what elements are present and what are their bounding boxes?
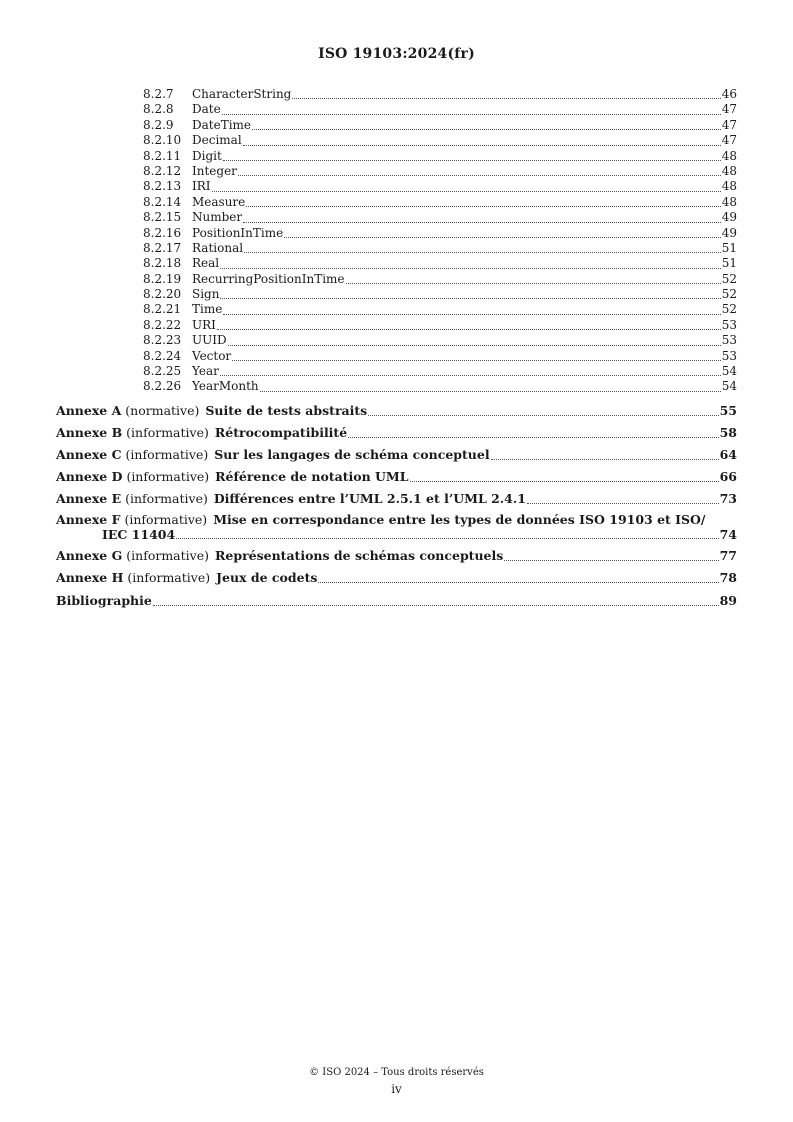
entry-page: 52 [721, 302, 737, 317]
entry-title: Vector [192, 348, 232, 363]
entry-title: Decimal [192, 133, 242, 148]
entry-title: Real [192, 256, 220, 271]
copyright-notice: © ISO 2024 – Tous droits réservés [309, 1067, 484, 1078]
annex-kind: (informative) [127, 570, 211, 586]
entry-page: 48 [721, 194, 737, 209]
entry-title: UUID [192, 333, 227, 348]
entry-title: IRI [192, 179, 211, 194]
entry-title: CharacterString [192, 87, 292, 101]
annex-title: Différences entre l’UML 2.5.1 et l’UML 2.4.1 [213, 491, 526, 507]
entry-title: Measure [192, 194, 246, 209]
dot-leader [348, 437, 718, 438]
annex-title: Représentations de schémas conceptuels [214, 548, 504, 564]
entry-page: 54 [721, 364, 737, 379]
entry-page: 51 [721, 256, 737, 271]
dot-leader [217, 329, 721, 330]
entry-number: 8.2.18 [143, 256, 182, 271]
annex-page: 77 [719, 548, 737, 564]
toc-entry[interactable] [56, 364, 737, 379]
dot-leader [244, 252, 721, 253]
toc-entry[interactable] [56, 256, 737, 271]
entry-number: 8.2.24 [143, 348, 182, 363]
entry-page: 49 [721, 225, 737, 240]
dot-leader [222, 114, 721, 115]
entry-page: 53 [721, 317, 737, 332]
annex-page: 64 [719, 447, 737, 462]
toc-entry[interactable] [56, 195, 737, 210]
annex-kind: (informative) [126, 548, 209, 564]
entry-page: 51 [721, 240, 737, 255]
annex-kind: (informative) [125, 447, 209, 462]
annex-label: Annexe A [56, 402, 122, 418]
annex-title-continued: IEC 11404 [102, 526, 176, 542]
dot-leader [243, 145, 721, 146]
entry-page: 48 [721, 148, 737, 163]
entry-number: 8.2.20 [143, 287, 182, 302]
dot-leader [220, 375, 721, 376]
entry-number: 8.2.21 [143, 302, 182, 317]
entry-page: 47 [721, 133, 737, 148]
toc-entry[interactable] [56, 87, 737, 102]
toc-entry[interactable] [56, 379, 737, 394]
entry-number: 8.2.23 [143, 333, 182, 348]
toc-entry[interactable] [56, 179, 737, 194]
toc-annex-b[interactable] [56, 425, 737, 441]
dot-leader [153, 605, 719, 606]
entry-title: Year [192, 364, 219, 379]
dot-leader [176, 538, 718, 539]
toc-entry[interactable] [56, 210, 737, 225]
dot-leader [243, 222, 721, 223]
dot-leader [292, 98, 720, 99]
dot-leader [220, 298, 720, 299]
annex-label: Annexe B [56, 424, 123, 440]
entry-title: Time [192, 302, 223, 317]
page-footer [0, 1066, 793, 1098]
toc-entry[interactable] [56, 318, 737, 333]
toc-entry[interactable] [56, 287, 737, 302]
entry-number: 8.2.16 [143, 225, 182, 240]
annex-label: Annexe G [56, 548, 123, 564]
toc-entry[interactable] [56, 302, 737, 317]
entry-page: 54 [721, 379, 737, 394]
annex-label: Annexe H [56, 570, 124, 586]
bibliography-title: Bibliographie [56, 592, 152, 608]
toc-entry[interactable] [56, 272, 737, 287]
entry-number: 8.2.26 [143, 379, 182, 394]
toc-entry[interactable] [56, 164, 737, 179]
dot-leader [252, 129, 721, 130]
entry-page: 48 [721, 179, 737, 194]
toc-entry[interactable] [56, 102, 737, 117]
toc-entry[interactable] [56, 349, 737, 364]
entry-number: 8.2.17 [143, 240, 182, 255]
toc-annex-g[interactable] [56, 548, 737, 564]
toc-annex-a[interactable] [56, 403, 737, 419]
annex-kind: (informative) [126, 469, 210, 485]
toc-annex-f[interactable] [56, 513, 737, 542]
annex-kind: (informative) [124, 512, 208, 528]
entry-title: RecurringPositionInTime [192, 271, 345, 286]
entry-title: DateTime [192, 117, 252, 132]
entry-number: 8.2.14 [143, 194, 182, 209]
dot-leader [260, 391, 721, 392]
annex-label: Annexe E [56, 491, 122, 507]
dot-leader [318, 582, 718, 583]
entry-page: 48 [721, 163, 737, 178]
annex-page: 74 [719, 526, 737, 542]
entry-page: 53 [721, 348, 737, 363]
toc-entry[interactable] [56, 118, 737, 133]
dot-leader [220, 268, 721, 269]
entry-page: 47 [721, 117, 737, 132]
dot-leader [368, 415, 718, 416]
toc-entry[interactable] [56, 149, 737, 164]
entry-title: Integer [192, 163, 237, 178]
toc-annex-e[interactable] [56, 491, 737, 507]
annex-page: 55 [719, 402, 737, 418]
annex-title: Référence de notation UML [215, 469, 409, 485]
toc-entry[interactable] [56, 133, 737, 148]
entry-title: Rational [192, 240, 244, 255]
entry-page: 53 [721, 333, 737, 348]
table-of-contents [56, 87, 737, 609]
entry-number: 8.2.8 [143, 102, 174, 117]
dot-leader [228, 345, 721, 346]
annex-title: Sur les langages de schéma conceptuel [214, 447, 490, 462]
bibliography-page: 89 [719, 592, 737, 608]
annex-kind: (informative) [125, 491, 208, 507]
entry-number: 8.2.11 [143, 148, 182, 163]
toc-entry[interactable] [56, 333, 737, 348]
entry-number: 8.2.10 [143, 133, 182, 148]
annex-page: 78 [719, 570, 737, 586]
dot-leader [284, 237, 721, 238]
entry-number: 8.2.25 [143, 364, 182, 379]
annex-kind: (informative) [126, 424, 209, 440]
dot-leader [527, 503, 719, 504]
dot-leader [238, 175, 721, 176]
annex-title: Suite de tests abstraits [205, 402, 368, 418]
toc-entry[interactable] [56, 241, 737, 256]
entry-page: 52 [721, 287, 737, 302]
entry-title: Sign [192, 287, 220, 302]
entry-page: 47 [721, 102, 737, 117]
document-header: ISO 19103:2024(fr) [318, 46, 475, 62]
annex-title: Jeux de codets [216, 570, 318, 586]
entry-title: Number [192, 210, 243, 225]
toc-annex-h[interactable] [56, 570, 737, 586]
dot-leader [212, 191, 721, 192]
entry-number: 8.2.13 [143, 179, 182, 194]
annex-page: 73 [719, 491, 737, 507]
entry-title: URI [192, 317, 216, 332]
toc-annex-d[interactable] [56, 469, 737, 485]
annex-label: Annexe D [56, 469, 123, 485]
entry-number: 8.2.9 [143, 117, 174, 132]
dot-leader [232, 360, 721, 361]
entry-title: PositionInTime [192, 225, 284, 240]
toc-annex-c[interactable] [56, 447, 737, 463]
dot-leader [223, 160, 721, 161]
entry-number: 8.2.7 [143, 87, 174, 101]
annex-f-line2 [56, 528, 737, 543]
entry-number: 8.2.22 [143, 317, 182, 332]
entry-page: 49 [721, 210, 737, 225]
entry-title: Date [192, 102, 221, 117]
annex-title: Mise en correspondance entre les types de données ISO 19103 et ISO/ [213, 512, 706, 528]
annex-page: 58 [719, 424, 737, 440]
dot-leader [223, 314, 720, 315]
annex-title: Rétrocompatibilité [214, 424, 348, 440]
entry-page: 46 [721, 87, 737, 101]
annex-kind: (normative) [125, 402, 200, 418]
annex-page: 66 [719, 469, 737, 485]
entry-number: 8.2.19 [143, 271, 182, 286]
dot-leader [504, 560, 718, 561]
dot-leader [246, 206, 720, 207]
annex-f-line1 [56, 513, 737, 528]
dot-leader [410, 481, 719, 482]
annex-label: Annexe C [56, 447, 122, 462]
dot-leader [346, 283, 721, 284]
entry-title: Digit [192, 148, 222, 163]
entry-page: 52 [721, 271, 737, 286]
toc-bibliography[interactable] [56, 593, 737, 609]
dot-leader [491, 459, 719, 460]
entry-number: 8.2.12 [143, 163, 182, 178]
entry-title: YearMonth [192, 379, 259, 394]
entry-number: 8.2.15 [143, 210, 182, 225]
page-number: iv [391, 1082, 402, 1096]
annex-label: Annexe F [56, 512, 121, 528]
toc-entry[interactable] [56, 226, 737, 241]
